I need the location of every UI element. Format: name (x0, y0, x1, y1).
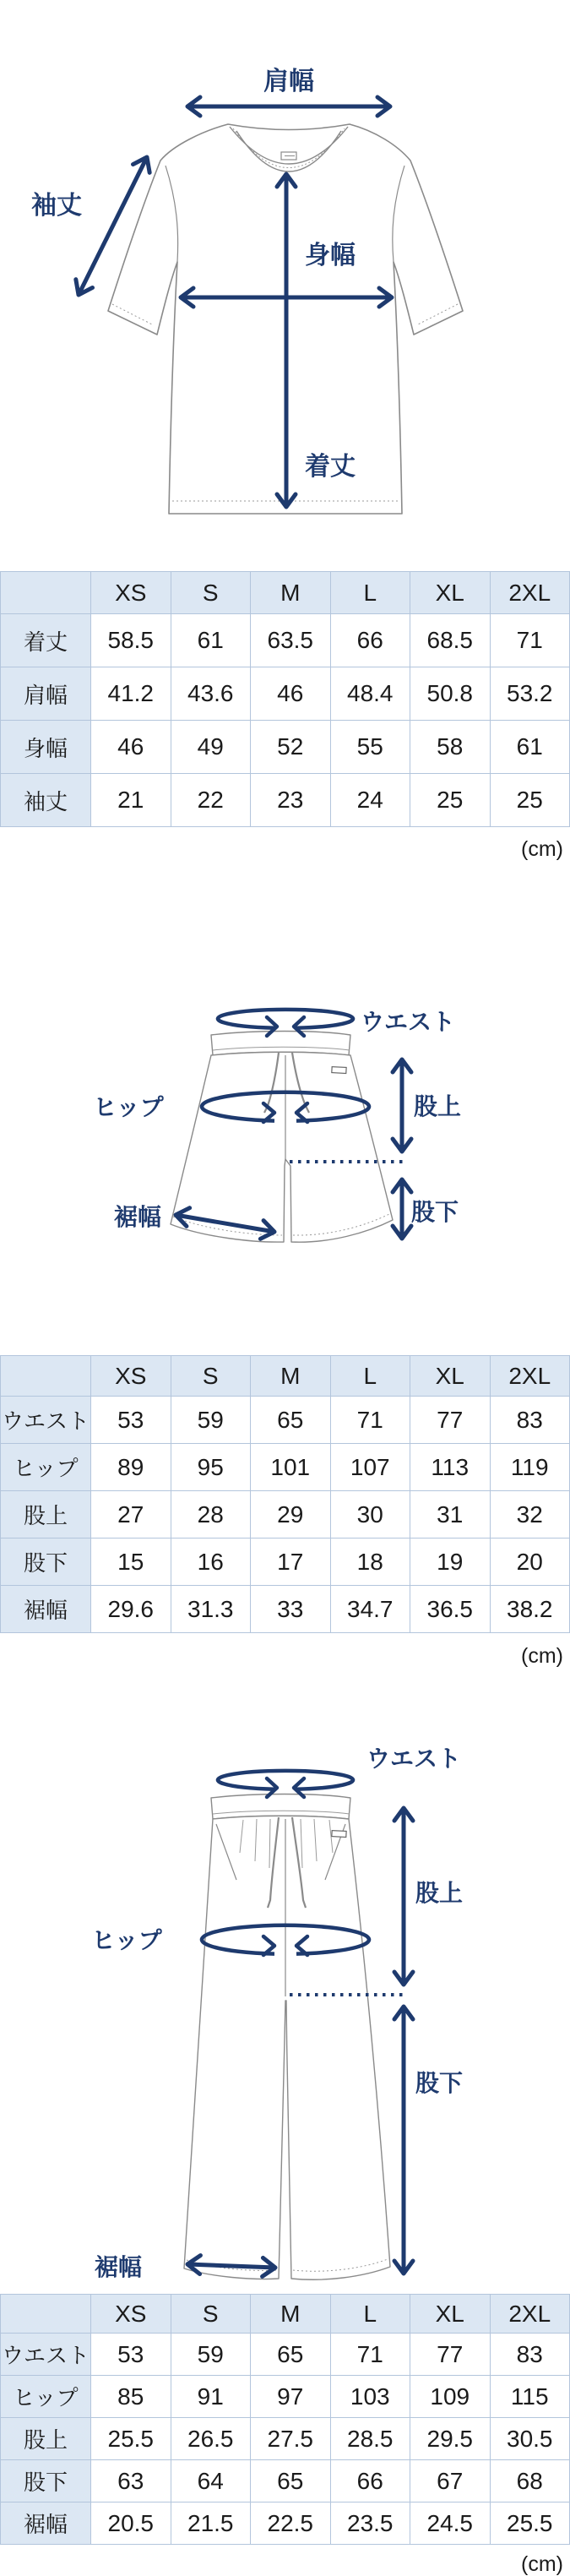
table-cell: 25.5 (490, 2502, 570, 2545)
table-cell: 31.3 (171, 1586, 251, 1633)
waist-label: ウエスト (366, 1745, 462, 1772)
size-column-header: XL (410, 2295, 491, 2334)
row-label: 裾幅 (1, 1586, 91, 1633)
table-cell: 29 (251, 1491, 331, 1539)
table-cell: 25 (490, 774, 570, 827)
table-cell: 32 (490, 1491, 570, 1539)
size-column-header: S (171, 1356, 251, 1397)
waist-ellipse (218, 1771, 353, 1789)
row-label: 身幅 (1, 721, 91, 774)
table-cell: 66 (330, 614, 410, 667)
pants-body (184, 1816, 390, 2279)
table-cell: 52 (251, 721, 331, 774)
shorts-size-table (0, 1355, 570, 1633)
table-cell: 77 (410, 2334, 491, 2376)
table-cell: 20.5 (91, 2502, 171, 2545)
rise-label: 股上 (413, 1093, 462, 1119)
table-cell: 55 (330, 721, 410, 774)
table-cell: 17 (251, 1539, 331, 1586)
brand-logo-mark (332, 1067, 346, 1074)
size-column-header: 2XL (490, 572, 570, 614)
shorts-diagram (0, 956, 570, 1332)
table-cell: 65 (251, 1397, 331, 1444)
inseam-label: 股下 (410, 1199, 459, 1225)
table-row (1, 1586, 570, 1633)
table-cell: 53 (91, 2334, 171, 2376)
shorts-body (171, 1052, 393, 1242)
size-column-header: XS (91, 2295, 171, 2334)
table-cell: 71 (330, 2334, 410, 2376)
table-cell: 33 (251, 1586, 331, 1633)
size-column-header: XS (91, 1356, 171, 1397)
table-cell: 29.6 (91, 1586, 171, 1633)
table-header-row (1, 572, 570, 614)
table-cell: 24 (330, 774, 410, 827)
table-cell: 66 (330, 2460, 410, 2502)
table-cell: 48.4 (330, 667, 410, 721)
table-cell: 23.5 (330, 2502, 410, 2545)
table-cell: 46 (251, 667, 331, 721)
sleeve-length-label: 袖丈 (31, 192, 82, 220)
row-label: ウエスト (1, 1397, 91, 1444)
table-cell: 30 (330, 1491, 410, 1539)
size-column-header: L (330, 2295, 410, 2334)
table-cell: 103 (330, 2376, 410, 2418)
table-cell: 50.8 (410, 667, 491, 721)
table-cell: 83 (490, 1397, 570, 1444)
row-label: 着丈 (1, 614, 91, 667)
row-label: 股上 (1, 2418, 91, 2460)
table-cell: 18 (330, 1539, 410, 1586)
table-cell: 101 (251, 1444, 331, 1491)
table-cell: 38.2 (490, 1586, 570, 1633)
table-cell: 61 (490, 721, 570, 774)
table-cell: 83 (490, 2334, 570, 2376)
tshirt-diagram (0, 0, 570, 558)
table-cell: 25 (410, 774, 491, 827)
table-cell: 95 (171, 1444, 251, 1491)
table-corner-cell (1, 2295, 91, 2334)
table-cell: 43.6 (171, 667, 251, 721)
table-cell: 85 (91, 2376, 171, 2418)
length-label: 着丈 (305, 453, 356, 481)
table-cell: 53 (91, 1397, 171, 1444)
table-cell: 61 (171, 614, 251, 667)
unit-note: (cm) (521, 837, 563, 861)
table-header-row (1, 2295, 570, 2334)
table-cell: 97 (251, 2376, 331, 2418)
table-cell: 29.5 (410, 2418, 491, 2460)
table-cell: 53.2 (490, 667, 570, 721)
table-cell: 68 (490, 2460, 570, 2502)
table-corner-cell (1, 1356, 91, 1397)
table-row (1, 1444, 570, 1491)
table-cell: 22.5 (251, 2502, 331, 2545)
table-row (1, 774, 570, 827)
table-cell: 22 (171, 774, 251, 827)
pants-diagram (0, 1735, 570, 2292)
table-row (1, 1539, 570, 1586)
table-row (1, 2334, 570, 2376)
table-cell: 28.5 (330, 2418, 410, 2460)
row-label: 股下 (1, 2460, 91, 2502)
table-cell: 113 (410, 1444, 491, 1491)
table-cell: 89 (91, 1444, 171, 1491)
table-row (1, 667, 570, 721)
table-cell: 24.5 (410, 2502, 491, 2545)
table-cell: 21.5 (171, 2502, 251, 2545)
size-column-header: S (171, 2295, 251, 2334)
table-cell: 119 (490, 1444, 570, 1491)
table-cell: 58 (410, 721, 491, 774)
table-cell: 109 (410, 2376, 491, 2418)
size-column-header: L (330, 1356, 410, 1397)
table-cell: 71 (490, 614, 570, 667)
row-label: 股下 (1, 1539, 91, 1586)
table-cell: 36.5 (410, 1586, 491, 1633)
table-cell: 27.5 (251, 2418, 331, 2460)
hip-label: ヒップ (93, 1094, 164, 1120)
table-cell: 91 (171, 2376, 251, 2418)
waist-label: ウエスト (360, 1009, 456, 1035)
table-row (1, 2502, 570, 2545)
hem-width-label: 裾幅 (113, 1204, 162, 1230)
row-label: 裾幅 (1, 2502, 91, 2545)
unit-note: (cm) (521, 2552, 563, 2576)
table-cell: 59 (171, 1397, 251, 1444)
size-column-header: S (171, 572, 251, 614)
table-cell: 16 (171, 1539, 251, 1586)
inseam-label: 股下 (415, 2070, 464, 2096)
unit-note: (cm) (521, 1644, 563, 1668)
size-column-header: L (330, 572, 410, 614)
pants-size-table (0, 2294, 570, 2545)
row-label: 袖丈 (1, 774, 91, 827)
table-cell: 25.5 (91, 2418, 171, 2460)
table-cell: 67 (410, 2460, 491, 2502)
table-cell: 77 (410, 1397, 491, 1444)
shorts-figure (0, 956, 570, 1332)
table-cell: 71 (330, 1397, 410, 1444)
waist-ellipse (218, 1010, 353, 1028)
table-cell: 31 (410, 1491, 491, 1539)
table-cell: 26.5 (171, 2418, 251, 2460)
table-cell: 68.5 (410, 614, 491, 667)
table-cell: 59 (171, 2334, 251, 2376)
table-corner-cell (1, 572, 91, 614)
table-cell: 107 (330, 1444, 410, 1491)
row-label: ウエスト (1, 2334, 91, 2376)
table-cell: 115 (490, 2376, 570, 2418)
table-cell: 58.5 (91, 614, 171, 667)
pants-figure (0, 1735, 570, 2292)
body-width-label: 身幅 (305, 242, 356, 270)
size-column-header: XS (91, 572, 171, 614)
table-row (1, 614, 570, 667)
size-column-header: XL (410, 1356, 491, 1397)
row-label: 肩幅 (1, 667, 91, 721)
hem-width-label: 裾幅 (94, 2254, 143, 2280)
row-label: ヒップ (1, 1444, 91, 1491)
brand-logo-mark (332, 1831, 346, 1838)
table-cell: 19 (410, 1539, 491, 1586)
table-cell: 21 (91, 774, 171, 827)
table-cell: 34.7 (330, 1586, 410, 1633)
table-row (1, 2376, 570, 2418)
table-cell: 15 (91, 1539, 171, 1586)
shoulder-width-label: 肩幅 (263, 68, 314, 95)
tshirt-size-table (0, 571, 570, 827)
table-cell: 27 (91, 1491, 171, 1539)
table-cell: 63.5 (251, 614, 331, 667)
table-cell: 65 (251, 2334, 331, 2376)
size-column-header: XL (410, 572, 491, 614)
table-cell: 46 (91, 721, 171, 774)
table-cell: 64 (171, 2460, 251, 2502)
table-cell: 63 (91, 2460, 171, 2502)
table-cell: 28 (171, 1491, 251, 1539)
table-cell: 20 (490, 1539, 570, 1586)
size-column-header: M (251, 2295, 331, 2334)
table-header-row (1, 1356, 570, 1397)
table-row (1, 1491, 570, 1539)
table-cell: 30.5 (490, 2418, 570, 2460)
size-column-header: 2XL (490, 1356, 570, 1397)
row-label: 股上 (1, 1491, 91, 1539)
table-cell: 49 (171, 721, 251, 774)
row-label: ヒップ (1, 2376, 91, 2418)
rise-label: 股上 (415, 1880, 464, 1906)
tshirt-figure (0, 0, 570, 558)
size-column-header: M (251, 572, 331, 614)
hip-label: ヒップ (91, 1927, 162, 1953)
table-cell: 23 (251, 774, 331, 827)
table-row (1, 2460, 570, 2502)
size-column-header: 2XL (490, 2295, 570, 2334)
table-row (1, 2418, 570, 2460)
table-row (1, 1397, 570, 1444)
table-cell: 41.2 (91, 667, 171, 721)
size-column-header: M (251, 1356, 331, 1397)
table-cell: 65 (251, 2460, 331, 2502)
table-row (1, 721, 570, 774)
